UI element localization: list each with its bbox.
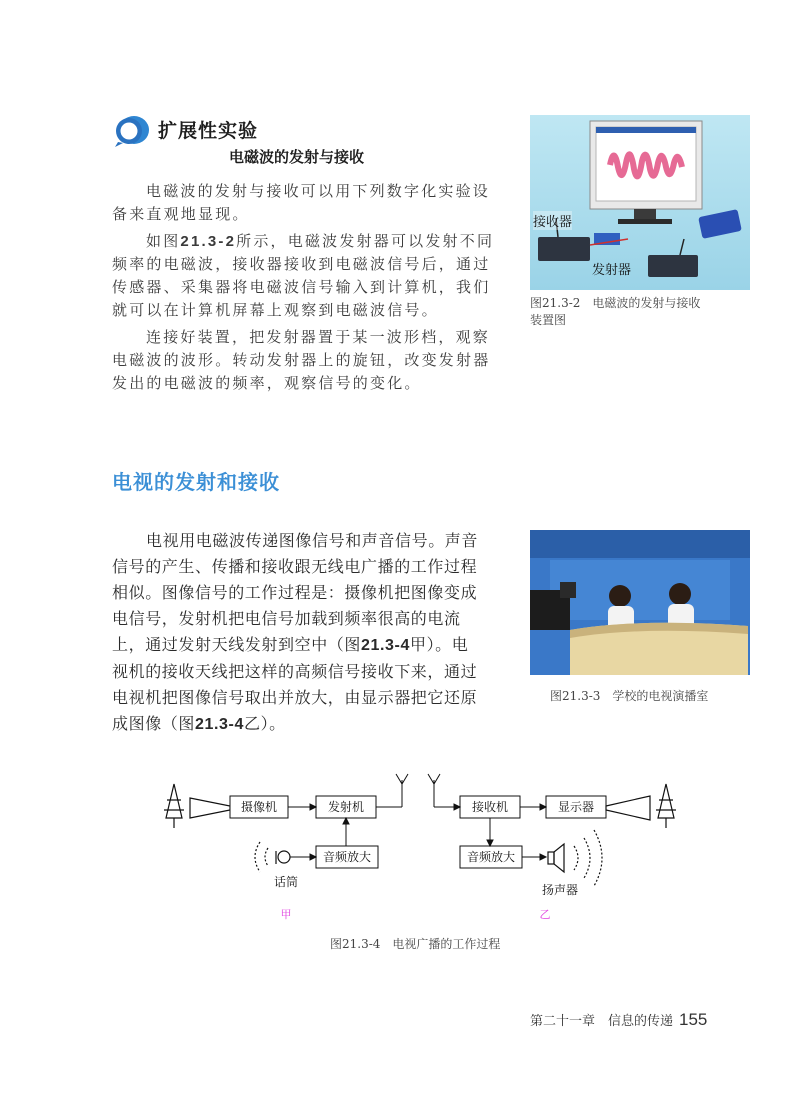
figure-21-3-3-caption: 图21.3-3 学校的电视演播室: [550, 689, 709, 703]
display-label: 显示器: [557, 800, 595, 814]
experiment-text: [112, 180, 520, 395]
text-line: 电信号，发射机把电信号加载到频率很高的电流: [112, 609, 461, 628]
caption-line: 图21.3-2 电磁波的发射与接收: [530, 296, 701, 310]
microphone-icon: [255, 842, 290, 872]
text-line: 频率的电磁波，接收器接收到电磁波信号后，通过: [112, 255, 491, 273]
caption-line: 装置图: [530, 313, 567, 327]
text-line: 电视用电磁波传递图像信号和声音信号。声音: [146, 531, 479, 550]
page-footer: [530, 1010, 707, 1030]
text-line: 如图21.3-2所示，电磁波发射器可以发射不同: [146, 232, 495, 250]
speaker-icon: [548, 830, 602, 886]
apparatus-photo: [530, 115, 750, 290]
experiment-icon: [112, 114, 150, 148]
tv-broadcast-diagram: [150, 770, 690, 930]
section-title: 电视的发射和接收: [112, 470, 280, 494]
chapter-title: 第二十一章 信息的传递: [530, 1014, 674, 1029]
audio-amp-left-label: 音频放大: [322, 850, 372, 864]
camera-label: 摄像机: [240, 800, 278, 814]
receiver-label: 接收器: [533, 211, 572, 230]
transmitter-label: 发射器: [592, 263, 632, 278]
label-yi: 乙: [539, 908, 551, 921]
receiver-label: 接收机: [471, 800, 509, 814]
text-line: 相似。图像信号的工作过程是：摄像机把图像变成: [112, 583, 478, 602]
text-line: 上，通过发射天线发射到空中（图21.3-4甲）。电: [112, 635, 469, 654]
page-number: 155: [679, 1010, 708, 1029]
text-line: 电磁波的发射与接收可以用下列数字化实验设: [146, 182, 491, 200]
text-line: 备来直观地显现。: [112, 205, 250, 223]
microphone-label: 话筒: [273, 875, 299, 889]
audio-amp-right-label: 音频放大: [466, 850, 516, 864]
text-line: 连接好装置，把发射器置于某一波形档，观察: [146, 328, 491, 346]
text-line: 电磁波的波形。转动发射器上的旋钮，改变发射器: [112, 351, 491, 369]
transmitter-label: 发射机: [327, 800, 365, 814]
scene-tree-right-icon: [606, 784, 676, 828]
text-line: 就可以在计算机屏幕上观察到电磁波信号。: [112, 301, 439, 319]
figure-21-3-4-caption: 图21.3-4 电视广播的工作过程: [330, 937, 501, 951]
experiment-subtitle: 电磁波的发射与接收: [229, 148, 365, 166]
text-line: 发出的电磁波的频率，观察信号的变化。: [112, 374, 422, 392]
text-line: 电视机把图像信号取出并放大，由显示器把它还原: [112, 688, 478, 707]
text-line: 传感器、采集器将电磁波信号输入到计算机，我们: [112, 278, 491, 296]
text-line: 成图像（图21.3-4乙）。: [112, 714, 286, 733]
studio-photo: [530, 530, 750, 675]
scene-tree-left-icon: [164, 784, 230, 828]
experiment-title: 扩展性实验: [158, 120, 259, 142]
label-jia: 甲: [280, 908, 292, 921]
speaker-label: 扬声器: [541, 883, 579, 897]
text-line: 视机的接收天线把这样的高频信号接收下来，通过: [112, 662, 478, 681]
text-line: 信号的产生、传播和接收跟无线电广播的工作过程: [112, 557, 478, 576]
tv-text: [112, 528, 512, 738]
figure-21-3-2-caption: [530, 295, 760, 329]
